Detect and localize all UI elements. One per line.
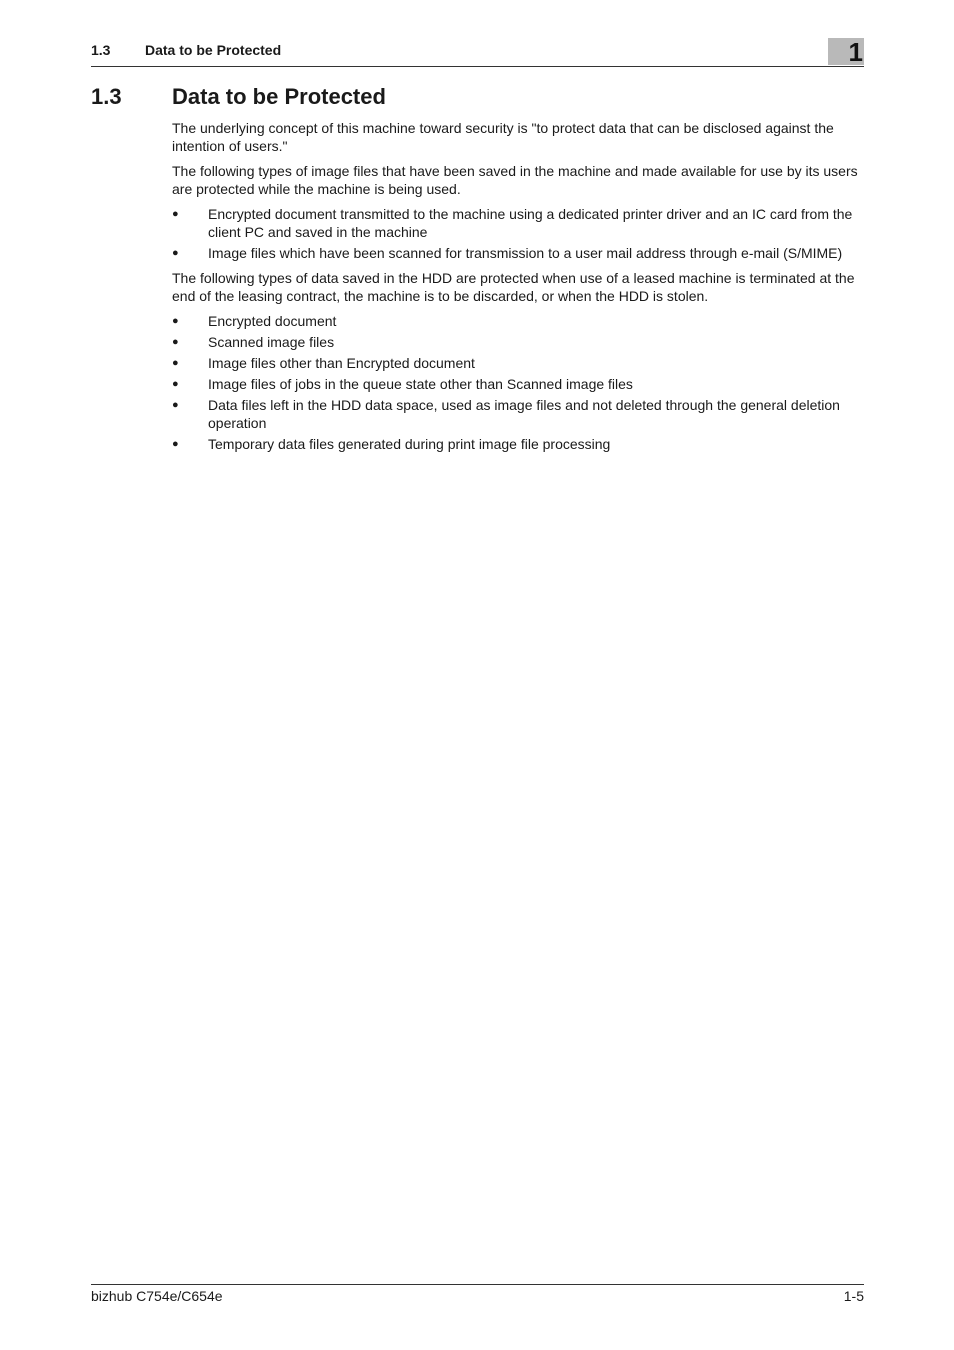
list-item <box>172 397 864 432</box>
running-header <box>91 38 864 67</box>
bullet-icon: ● <box>172 315 179 327</box>
list-item <box>172 376 864 394</box>
intro-paragraph: The underlying concept of this machine toward security is "to protect data that can be disclosed against the intention of users." <box>172 120 834 154</box>
in-use-paragraph: The following types of image files that have been saved in the machine and made available for use by its users are protected while the machine is being used. <box>172 163 858 197</box>
list-item-text: Scanned image files <box>208 334 335 350</box>
list-item <box>172 313 864 331</box>
list-item-text: Encrypted document transmitted to the machine using a dedicated printer driver and an IC card from the client PC and saved in the machine <box>208 206 853 240</box>
list-item <box>172 355 864 373</box>
in-use-list <box>172 206 864 262</box>
bullet-icon: ● <box>172 437 179 450</box>
list-item <box>172 206 864 241</box>
page-footer <box>91 1284 864 1309</box>
bullet-icon: ● <box>172 399 179 411</box>
section-body <box>172 120 864 461</box>
list-item-text: Temporary data files generated during print image file processing <box>208 435 611 452</box>
footer-model-name: bizhub C754e/C654e <box>91 1288 223 1304</box>
list-item-text: Encrypted document <box>208 313 337 329</box>
hdd-paragraph: The following types of data saved in the HDD are protected when use of a leased machine is terminated at the end of the leasing contract, the machine is to be discarded, or when the HDD is stolen. <box>172 270 855 304</box>
section-title: Data to be Protected <box>172 84 386 109</box>
section-heading <box>91 84 864 114</box>
list-item <box>172 436 864 454</box>
chapter-tab <box>828 38 864 65</box>
section-number: 1.3 <box>91 84 122 109</box>
list-item <box>172 334 864 352</box>
list-item <box>172 245 864 263</box>
list-item-text: Data files left in the HDD data space, used as image files and not deleted through the general deletion operation <box>208 397 840 431</box>
chapter-number: 1 <box>848 37 863 67</box>
list-item-text: Image files other than Encrypted document <box>208 355 475 371</box>
bullet-icon: ● <box>172 357 179 369</box>
header-section-title: Data to be Protected <box>145 42 282 58</box>
bullet-icon: ● <box>172 208 179 220</box>
hdd-list <box>172 313 864 453</box>
bullet-icon: ● <box>172 336 179 348</box>
bullet-icon: ● <box>172 246 179 259</box>
list-item-text: Image files of jobs in the queue state other than Scanned image files <box>208 376 633 392</box>
list-item-text: Image files which have been scanned for transmission to a user mail address through e-mail (S/MIME) <box>208 244 843 261</box>
bullet-icon: ● <box>172 378 179 390</box>
header-section-number: 1.3 <box>91 42 111 58</box>
footer-page-number: 1-5 <box>843 1288 864 1304</box>
